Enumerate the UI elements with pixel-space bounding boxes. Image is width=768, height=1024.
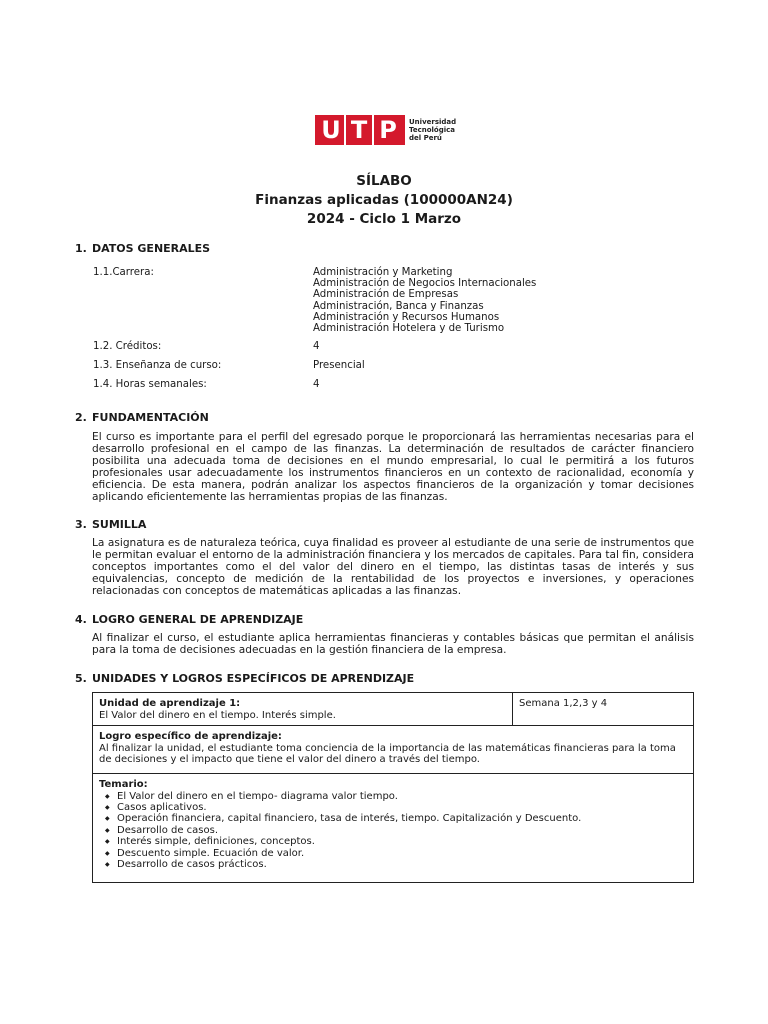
fundamentacion-text: El curso es importante para el perfil del egresado porque le proporcionará las herramientas necesarias para el desarrollo profesional en el campo de las finanzas. La determinación de resultados de carácter financiero posibilita una adecuada toma de decisiones en el mundo empresarial, lo cual le permitirá a los futuros profesionales usar adecuadamente los instrumentos financieros en un contexto de racionalidad, economía y eficiencia. De esta manera, podrán analizar los aspectos financieros de la organización y tomar decisiones aplicando eficientemente las herramientas propias de las finanzas. [92, 431, 694, 503]
section-title: SUMILLA [92, 518, 147, 531]
unit-name: El Valor del dinero en el tiempo. Interés simple. [99, 709, 336, 721]
credits-value: 4 [313, 341, 320, 352]
logo-wordmark [409, 118, 456, 142]
temario-item: ◆ Casos aplicativos. [117, 802, 687, 813]
section-number: 3. [75, 518, 87, 531]
logo-letter-t: T [346, 115, 374, 145]
temario-row [93, 774, 693, 882]
mode-value: Presencial [313, 360, 365, 371]
section-number: 1. [75, 242, 87, 255]
career-list [313, 267, 613, 334]
logo-letter-p: P [379, 116, 397, 144]
section-title: DATOS GENERALES [92, 242, 211, 255]
credits-label: 1.2. Créditos: [93, 341, 162, 352]
unit-weeks: Semana 1,2,3 y 4 [519, 698, 608, 709]
logo-letter-u: U [318, 115, 346, 145]
document-header [0, 172, 768, 229]
section-title: LOGRO GENERAL DE APRENDIZAJE [92, 613, 304, 626]
career-item: Administración, Banca y Finanzas [313, 300, 484, 312]
section-heading-unidades [75, 672, 414, 685]
temario-item: ◆ Interés simple, definiciones, conceptos. [117, 836, 687, 847]
section-number: 2. [75, 411, 87, 424]
weeks-cell [513, 693, 693, 725]
career-label: 1.1.Carrera: [93, 267, 154, 278]
career-item: Administración de Negocios Internacionales [313, 278, 537, 290]
course-title: Finanzas aplicadas (100000AN24) [255, 192, 513, 208]
section-number: 4. [75, 613, 87, 626]
section-heading-datos-generales [75, 242, 210, 255]
logro-label: Logro específico de aprendizaje: [99, 731, 282, 743]
unit-cell [93, 693, 513, 725]
career-item: Administración de Empresas [313, 289, 459, 301]
logo-line-3: del Perú [409, 134, 442, 142]
unit-header-row [93, 693, 693, 726]
temario-item: ◆ El Valor del dinero en el tiempo- diagrama valor tiempo. [117, 791, 687, 802]
unit-table [92, 692, 694, 883]
general-row-mode [93, 360, 613, 371]
logro-general-text: Al finalizar el curso, el estudiante aplica herramientas financieras y contables básicas que permitan el análisis para la toma de decisiones adecuadas en la gestión financiera de la empresa. [92, 632, 694, 656]
logo-mark [315, 115, 405, 145]
document-title: SÍLABO [356, 173, 412, 189]
section-title: FUNDAMENTACIÓN [92, 411, 209, 424]
hours-label: 1.4. Horas semanales: [93, 379, 207, 390]
general-row-career [93, 267, 613, 334]
hours-value: 4 [313, 379, 320, 390]
logo-line-2: Tecnológica [409, 126, 456, 134]
logo-line-1: Universidad [409, 118, 457, 126]
section-heading-fundamentacion [75, 411, 209, 424]
mode-label: 1.3. Enseñanza de curso: [93, 360, 222, 371]
general-row-credits [93, 341, 613, 352]
logro-row [93, 726, 693, 774]
temario-label: Temario: [99, 778, 148, 790]
logro-text: Al finalizar la unidad, el estudiante toma conciencia de la importancia de las matemáticas financieras para la toma de decisiones y el impacto que tiene el valor del dinero a través del tiempo. [99, 742, 676, 766]
utp-logo [315, 115, 456, 145]
career-item: Administración y Recursos Humanos [313, 311, 500, 323]
temario-item: ◆ Desarrollo de casos prácticos. [117, 859, 687, 870]
temario-item: ◆ Descuento simple. Ecuación de valor. [117, 848, 687, 859]
logro-cell [93, 726, 693, 773]
general-row-hours [93, 379, 613, 390]
temario-item: ◆ Operación financiera, capital financiero, tasa de interés, tiempo. Capitalización y Descuento. [117, 813, 687, 824]
unit-label: Unidad de aprendizaje 1: [99, 698, 241, 709]
section-title: UNIDADES Y LOGROS ESPECÍFICOS DE APRENDIZAJE [92, 672, 415, 685]
cycle-title: 2024 - Ciclo 1 Marzo [306, 211, 462, 227]
section-number: 5. [75, 672, 87, 685]
section-heading-sumilla [75, 518, 146, 531]
career-item: Administración y Marketing [313, 267, 453, 278]
temario-list [99, 791, 687, 871]
career-item: Administración Hotelera y de Turismo [313, 323, 505, 335]
temario-cell [93, 774, 693, 882]
section-heading-logro-general [75, 613, 303, 626]
sumilla-text: La asignatura es de naturaleza teórica, cuya finalidad es proveer al estudiante de una serie de instrumentos que le permitan evaluar el entorno de la administración financiera y los mercados de capitales. Para tal fin, considera conceptos importantes como el del valor del dinero en el tiempo, las distintas tasas de interés y sus equivalencias, concepto de medición de la rentabilidad de los proyectos e inversiones, y operaciones relacionadas con conceptos de matemáticas aplicadas a las finanzas. [92, 537, 694, 597]
temario-item: ◆ Desarrollo de casos. [117, 825, 687, 836]
